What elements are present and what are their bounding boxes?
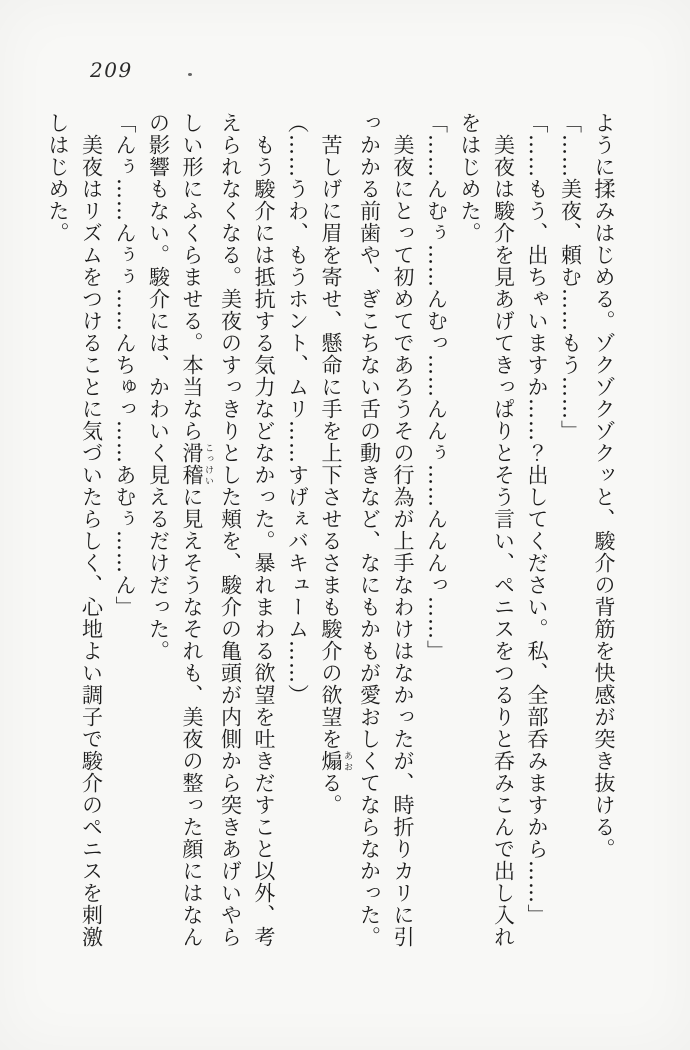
text-column bbox=[213, 112, 247, 958]
text-run: っかかる前歯や、ぎこちない舌の動きなど、なにもかもが愛おしくてならなかった。 bbox=[357, 112, 382, 948]
text-column bbox=[419, 112, 453, 958]
text-column bbox=[386, 112, 420, 980]
text-run: の影響もない。駿介には、かわいく見えるだけだった。 bbox=[146, 112, 171, 662]
scan-speck bbox=[188, 73, 192, 76]
text-run: 美夜は駿介を見あげてきっぱりとそう言い、ペニスをつるりと呑みこんで出し入れ bbox=[491, 134, 516, 948]
text-run: えられなくなる。美夜のすっきりとした頬を、駿介の亀頭が内側から突きあげいやら bbox=[218, 112, 243, 948]
text-run: をはじめた。 bbox=[458, 112, 482, 244]
text-column bbox=[453, 112, 487, 958]
text-column bbox=[587, 112, 621, 958]
text-column bbox=[280, 112, 314, 958]
page-number: 209 bbox=[90, 58, 133, 82]
ruby-annotation: 滑稽 こっけい bbox=[180, 442, 213, 486]
text-area bbox=[41, 112, 621, 958]
text-run: 美夜にとって初めてであろうその行為が上手なわけはなかったが、時折りカリに引 bbox=[391, 134, 415, 948]
text-column bbox=[553, 112, 587, 958]
text-run: （……うわ、もうホント、ムリ……すげぇバキューム……） bbox=[285, 112, 310, 706]
text-column bbox=[74, 112, 108, 980]
text-column bbox=[175, 112, 214, 958]
text-column bbox=[486, 112, 520, 980]
text-run: しはじめた。 bbox=[46, 112, 70, 244]
text-run: しい形にふくらませる。本当なら bbox=[180, 112, 204, 442]
ruby-annotation: 煽 あお bbox=[319, 750, 352, 772]
text-run: ように揉みはじめる。ゾクゾクゾクッと、駿介の背筋を快感が突き抜ける。 bbox=[592, 112, 616, 860]
text-column bbox=[108, 112, 142, 958]
text-column bbox=[141, 112, 175, 958]
text-run: る。 bbox=[319, 772, 343, 816]
text-column bbox=[41, 112, 75, 958]
text-run: 「……もう、出ちゃいますか……？出してください。私、全部呑みますから……」 bbox=[525, 112, 549, 926]
text-column bbox=[314, 112, 353, 980]
text-run: 苦しげに眉を寄せ、懸命に手を上下させるさまも駿介の欲望を bbox=[319, 134, 343, 750]
text-run: に見えそうなそれも、美夜の整った顔にはなん bbox=[180, 486, 204, 948]
text-run: 「んぅ……んぅぅ……んちゅっ……あむぅ……ん」 bbox=[113, 112, 137, 618]
text-run: 「……んむぅ……んむっ……んんぅ……んんんっ……」 bbox=[424, 112, 449, 662]
text-run: 「……美夜、頼む……もう……」 bbox=[558, 112, 583, 442]
text-run: もう駿介には抵抗する気力などなかった。暴れまわる欲望を吐きだすこと以外、考 bbox=[252, 134, 276, 948]
text-column bbox=[247, 112, 281, 980]
text-column bbox=[520, 112, 554, 958]
text-run: 美夜はリズムをつけることに気づいたらしく、心地よい調子で駿介のペニスを刺激 bbox=[79, 134, 104, 948]
text-column bbox=[352, 112, 386, 958]
